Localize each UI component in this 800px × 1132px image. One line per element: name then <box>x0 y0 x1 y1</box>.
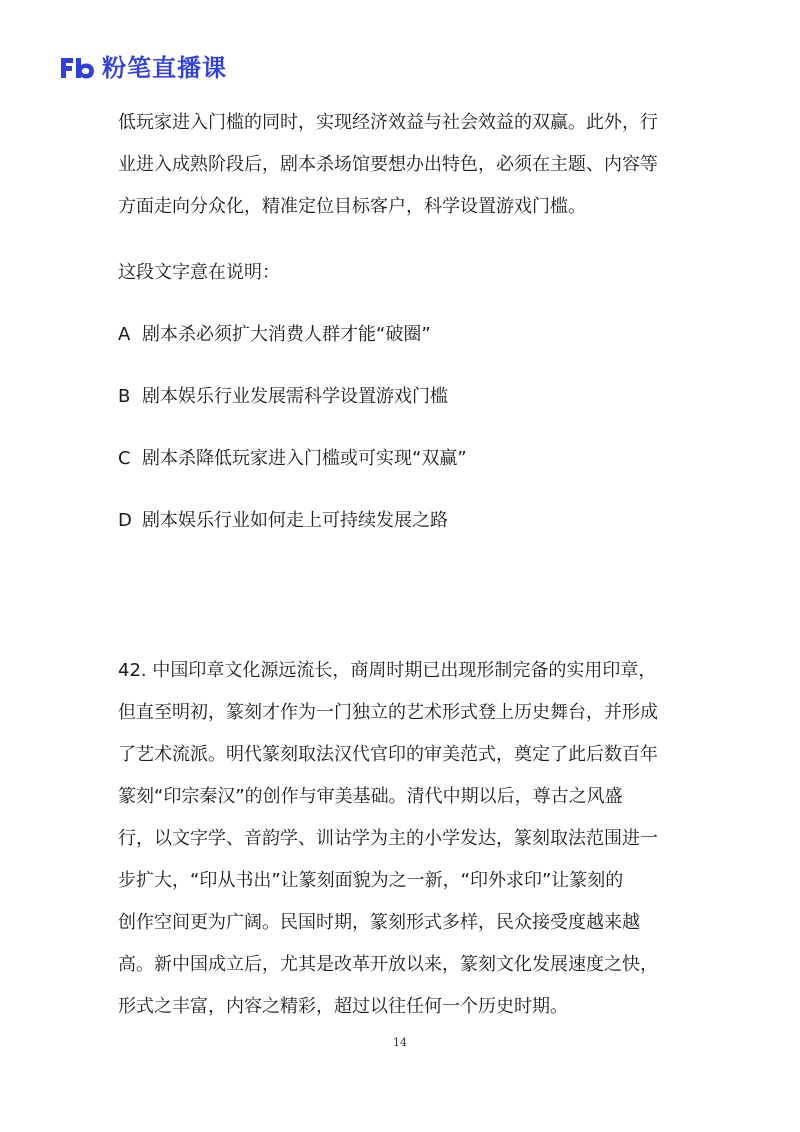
page-number: 14 <box>393 1036 407 1049</box>
option-letter: A <box>118 324 131 345</box>
passage-line: 形式之丰富，内容之精彩，超过以往任何一个历史时期。 <box>118 996 568 1017</box>
passage-line: 篆刻“印宗秦汉”的创作与审美基础。清代中期以后，尊古之风盛 <box>118 786 623 807</box>
question-prompt: 这段文字意在说明： <box>118 262 280 283</box>
passage-line: 42. 中国印章文化源远流长，商周时期已出现形制完备的实用印章， <box>118 660 657 681</box>
passage-line: 低玩家进入门槛的同时，实现经济效益与社会效益的双赢。此外，行 <box>118 112 658 133</box>
option-b <box>118 376 678 418</box>
logo-text: 粉笔直播课 <box>102 54 227 82</box>
header-logo <box>58 52 227 84</box>
option-d <box>118 500 678 542</box>
option-c <box>118 438 678 480</box>
passage-line: 业进入成熟阶段后，剧本杀场馆要想办出特色，必须在主题、内容等 <box>118 154 658 175</box>
question-42-passage <box>118 650 678 1028</box>
passage-line: 行，以文字学、音韵学、训诂学为主的小学发达，篆刻取法范围进一 <box>118 828 658 849</box>
fb-logo-icon <box>58 55 96 81</box>
option-letter: C <box>118 448 131 469</box>
option-text: 剧本娱乐行业如何走上可持续发展之路 <box>142 510 448 531</box>
passage-line: 方面走向分众化，精准定位目标客户，科学设置游戏门槛。 <box>118 196 586 217</box>
option-a <box>118 314 678 356</box>
option-text: 剧本杀降低玩家进入门槛或可实现“双赢” <box>142 448 467 469</box>
passage-line: 步扩大，“印从书出”让篆刻面貌为之一新，“印外求印”让篆刻的 <box>118 870 624 891</box>
option-letter: D <box>118 510 132 531</box>
passage-line: 高。新中国成立后，尤其是改革开放以来，篆刻文化发展速度之快， <box>118 954 658 975</box>
passage-line: 创作空间更为广阔。民国时期，篆刻形式多样，民众接受度越来越 <box>118 912 640 933</box>
passage-continued <box>118 102 678 228</box>
option-text: 剧本杀必须扩大消费人群才能“破圈” <box>142 324 431 345</box>
option-letter: B <box>118 386 131 407</box>
passage-line: 了艺术流派。明代篆刻取法汉代官印的审美范式，奠定了此后数百年 <box>118 744 658 765</box>
document-body <box>118 102 678 1028</box>
option-text: 剧本娱乐行业发展需科学设置游戏门槛 <box>142 386 448 407</box>
passage-line: 但直至明初，篆刻才作为一门独立的艺术形式登上历史舞台，并形成 <box>118 702 658 723</box>
